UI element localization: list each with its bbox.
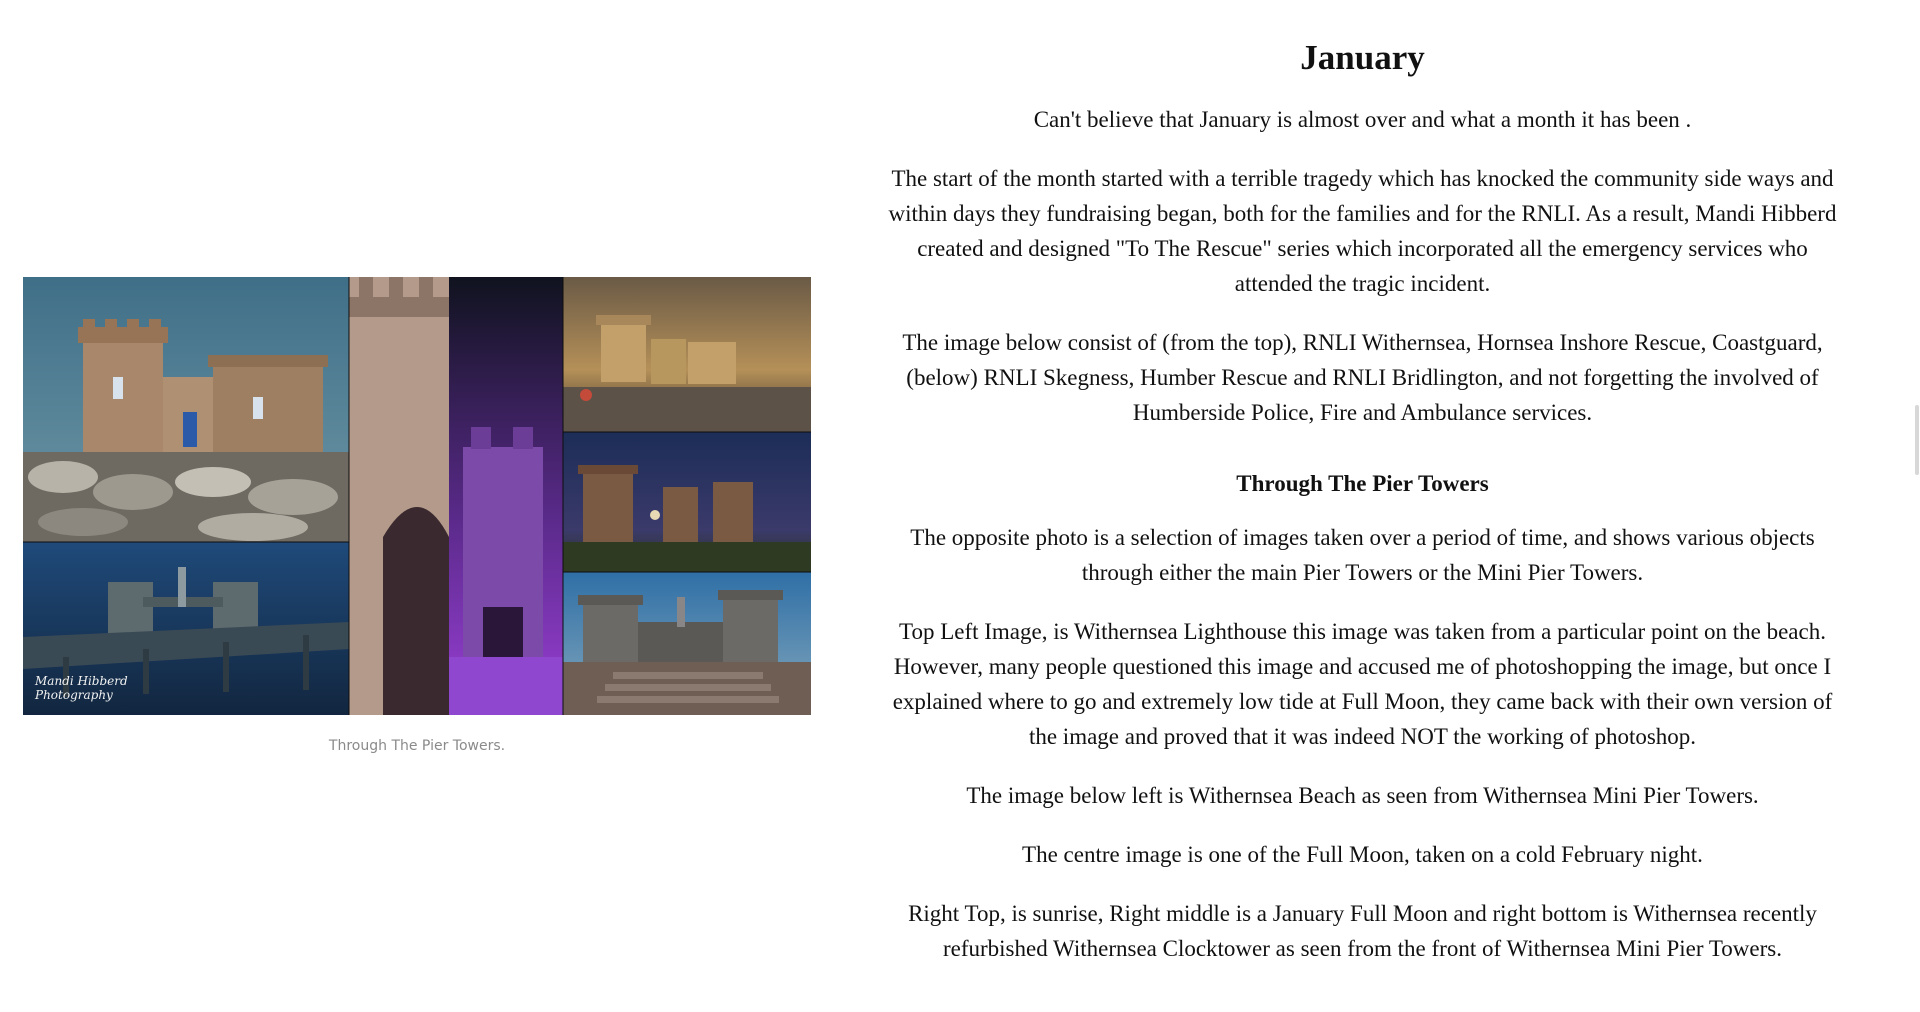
scrollbar-track[interactable] bbox=[1912, 0, 1920, 1012]
watermark-line-1: Mandi Hibberd bbox=[35, 674, 128, 688]
image-caption: Through The Pier Towers. bbox=[328, 738, 506, 754]
intro-paragraph: Can't believe that January is almost over and what a month it has been . bbox=[1033, 107, 1692, 132]
panel-right-middle bbox=[563, 432, 811, 572]
panel-bottom-left bbox=[23, 542, 349, 715]
beach-paragraph: The image below left is Withernsea Beach as seen from Withernsea Mini Pier Towers. bbox=[966, 783, 1759, 808]
tragedy-paragraph: The start of the month started with a terrible tragedy which has knocked the community side ways and within days they fundraising began, both for the families and for the RNLI. As a result, Mandi Hibberd created and designed "To The Rescue" series which incorporated all the emergency services who attended the tragic incident. bbox=[888, 166, 1837, 296]
panel-center bbox=[349, 277, 563, 715]
full-moon-paragraph: The centre image is one of the Full Moon, taken on a cold February night. bbox=[1022, 842, 1703, 867]
collage-description-paragraph: The opposite photo is a selection of images taken over a period of time, and shows various objects through either the main Pier Towers or the Mini Pier Towers. bbox=[910, 525, 1815, 585]
right-images-paragraph: Right Top, is sunrise, Right middle is a January Full Moon and right bottom is Withernsea recently refurbished Withernsea Clocktower as seen from the front of Withernsea Mini Pier Towers. bbox=[908, 901, 1817, 961]
panel-right-bottom bbox=[563, 572, 811, 715]
lighthouse-paragraph: Top Left Image, is Withernsea Lighthouse this image was taken from a particular point on the beach. However, many people questioned this image and accused me of photoshopping the image, but once I explained where to go and extremely low tide at Full Moon, they came back with their own version of the image and proved that it was indeed NOT the working of photoshop. bbox=[892, 619, 1833, 749]
panel-right-top bbox=[563, 277, 811, 432]
collage-svg bbox=[23, 277, 811, 715]
watermark-line-2: Photography bbox=[35, 688, 113, 702]
article-title: January bbox=[1300, 38, 1425, 77]
collage-image bbox=[23, 277, 811, 715]
article bbox=[878, 34, 1847, 990]
rescue-series-paragraph: The image below consist of (from the top), RNLI Withernsea, Hornsea Inshore Rescue, Coastguard, (below) RNLI Skegness, Humber Rescue and RNLI Bridlington, and not forgetting the involved of Humberside Police, Fire and Ambulance services. bbox=[902, 330, 1823, 425]
panel-top-left bbox=[23, 277, 349, 542]
scrollbar-thumb[interactable] bbox=[1915, 405, 1919, 475]
section-heading: Through The Pier Towers bbox=[1236, 471, 1489, 496]
